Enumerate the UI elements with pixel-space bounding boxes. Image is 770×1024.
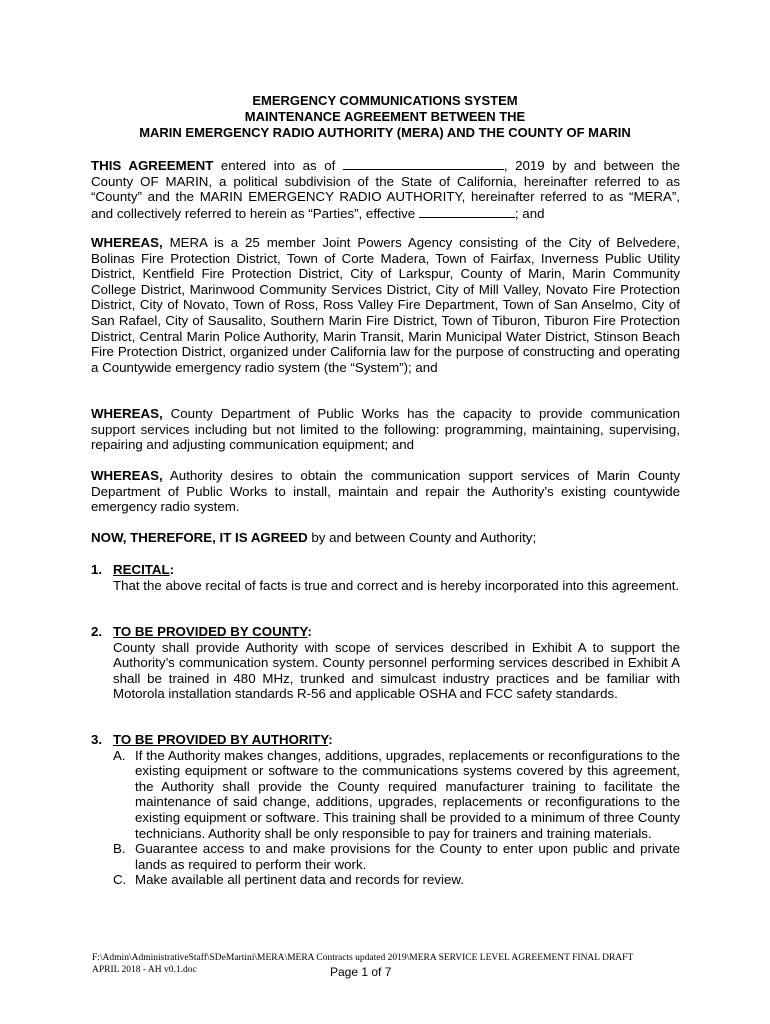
section-2-body: County shall provide Authority with scope of services described in Exhibit A to support the Authority’s communication system. County personnel performing services described in Exhibit A shall be trained in 480 MHz, trunked and simulcast industry practices and be familiar with Motorola installation standards R-56 and applicable OSHA and FCC safety standards. xyxy=(113,639,680,702)
intro-text-2: , 2019 by and between the County OF MARIN, a political subdivision of the State of California, hereinafter referred to as “County” and the MARIN EMERGENCY RADIO AUTHORITY, hereinafter referred to as “MERA”, and collectively referred to herein as “Parties”, effective xyxy=(91,158,680,221)
whereas-paragraph-3 xyxy=(91,468,680,515)
section-3 xyxy=(91,732,680,888)
section-3-title: TO BE PROVIDED BY AUTHORITY xyxy=(113,732,329,747)
now-therefore-lead: NOW, THEREFORE, IT IS AGREED xyxy=(91,530,308,545)
whereas-paragraph-2 xyxy=(91,406,680,453)
footer-file-name: APRIL 2018 - AH v0.1.doc xyxy=(92,965,197,975)
list-item-text: If the Authority makes changes, additions, upgrades, replacements or reconfigurations to the existing equipment or software to the communications systems covered by this agreement, the Authority shall provide the County required manufacturer training to facilitate the maintenance of said change, additions, upgrades, replacements or reconfigurations to the existing equipment or software. This training shall be provided to a minimum of three County technicians. Authority shall be only responsible to pay for trainers and training materials. xyxy=(135,747,680,841)
list-item-letter: C. xyxy=(113,872,127,888)
whereas-1-text: MERA is a 25 member Joint Powers Agency consisting of the City of Belvedere, Bolinas Fire Protection District, Town of Corte Madera, Town of Fairfax, Inverness Public Utility District, Kentfield Fire Protection District, City of Larkspur, County of Marin, Marin Community College District, Marinwood Community Services District, City of Mill Valley, Novato Fire Protection District, City of Novato, Town of Ross, Ross Valley Fire Department, Town of San Anselmo, City of San Rafael, City of Sausalito, Southern Marin Fire District, Town of Tiburon, Tiburon Fire Protection District, Central Marin Police Authority, Marin Transit, Marin Municipal Water District, Stinson Beach Fire Protection District, organized under California law for the purpose of constructing and operating a Countywide emergency radio system (the “System”); and xyxy=(91,235,680,375)
whereas-2-text: County Department of Public Works has the capacity to provide communication support services including but not limited to the following: programming, maintaining, supervising, repairing and adjusting communication equipment; and xyxy=(91,406,680,453)
date-blank xyxy=(343,157,504,170)
title-line-2: MAINTENANCE AGREEMENT BETWEEN THE xyxy=(244,109,526,124)
list-item-letter: B. xyxy=(113,841,126,857)
list-item-text: Guarantee access to and make provisions for the County to enter upon public and private lands as required to perform their work. xyxy=(135,841,680,872)
section-3-number: 3. xyxy=(91,732,103,747)
list-item xyxy=(113,872,680,888)
effective-date-blank xyxy=(419,205,515,218)
list-item-letter: A. xyxy=(113,747,126,763)
list-item xyxy=(113,841,680,872)
page-number: Page 1 of 7 xyxy=(330,965,392,979)
footer xyxy=(92,952,692,976)
intro-text-1: entered into as of xyxy=(213,158,343,173)
whereas-paragraph-1 xyxy=(91,235,680,375)
title-line-3: MARIN EMERGENCY RADIO AUTHORITY (MERA) AND THE COUNTY OF MARIN xyxy=(139,125,631,140)
intro-lead: THIS AGREEMENT xyxy=(91,158,214,173)
whereas-3-text: Authority desires to obtain the communication support services of Marin County Department of Public Works to install, maintain and repair the Authority’s existing countywide emergency radio system. xyxy=(91,468,680,515)
intro-paragraph xyxy=(91,157,680,221)
now-therefore-paragraph xyxy=(91,530,680,546)
section-1-title: RECITAL xyxy=(113,562,170,577)
section-3-colon: : xyxy=(328,732,333,747)
section-2-number: 2. xyxy=(91,624,103,639)
document-title xyxy=(90,93,680,141)
list-item xyxy=(113,748,680,842)
section-1-number: 1. xyxy=(91,562,103,577)
section-1 xyxy=(91,562,680,593)
whereas-3-lead: WHEREAS, xyxy=(91,468,163,483)
list-item-text: Make available all pertinent data and records for review. xyxy=(135,872,464,888)
intro-text-3: ; and xyxy=(514,205,545,221)
section-1-colon: : xyxy=(169,562,175,577)
whereas-2-lead: WHEREAS, xyxy=(91,406,163,421)
section-3-list xyxy=(113,748,680,888)
section-1-body: That the above recital of facts is true and correct and is hereby incorporated into this agreement. xyxy=(113,577,680,593)
section-2-title: TO BE PROVIDED BY COUNTY xyxy=(113,624,308,639)
title-line-1: EMERGENCY COMMUNICATIONS SYSTEM xyxy=(252,93,518,108)
section-2-colon: : xyxy=(307,624,312,639)
section-2 xyxy=(91,624,680,702)
whereas-1-lead: WHEREAS, xyxy=(91,235,163,250)
now-therefore-text: by and between County and Authority; xyxy=(307,530,537,545)
footer-file-path: F:\Admin\AdministrativeStaff\SDeMartini\MERA\MERA Contracts updated 2019\MERA SERVICE LEVEL AGREEMENT FINAL DRAFT xyxy=(92,953,634,963)
